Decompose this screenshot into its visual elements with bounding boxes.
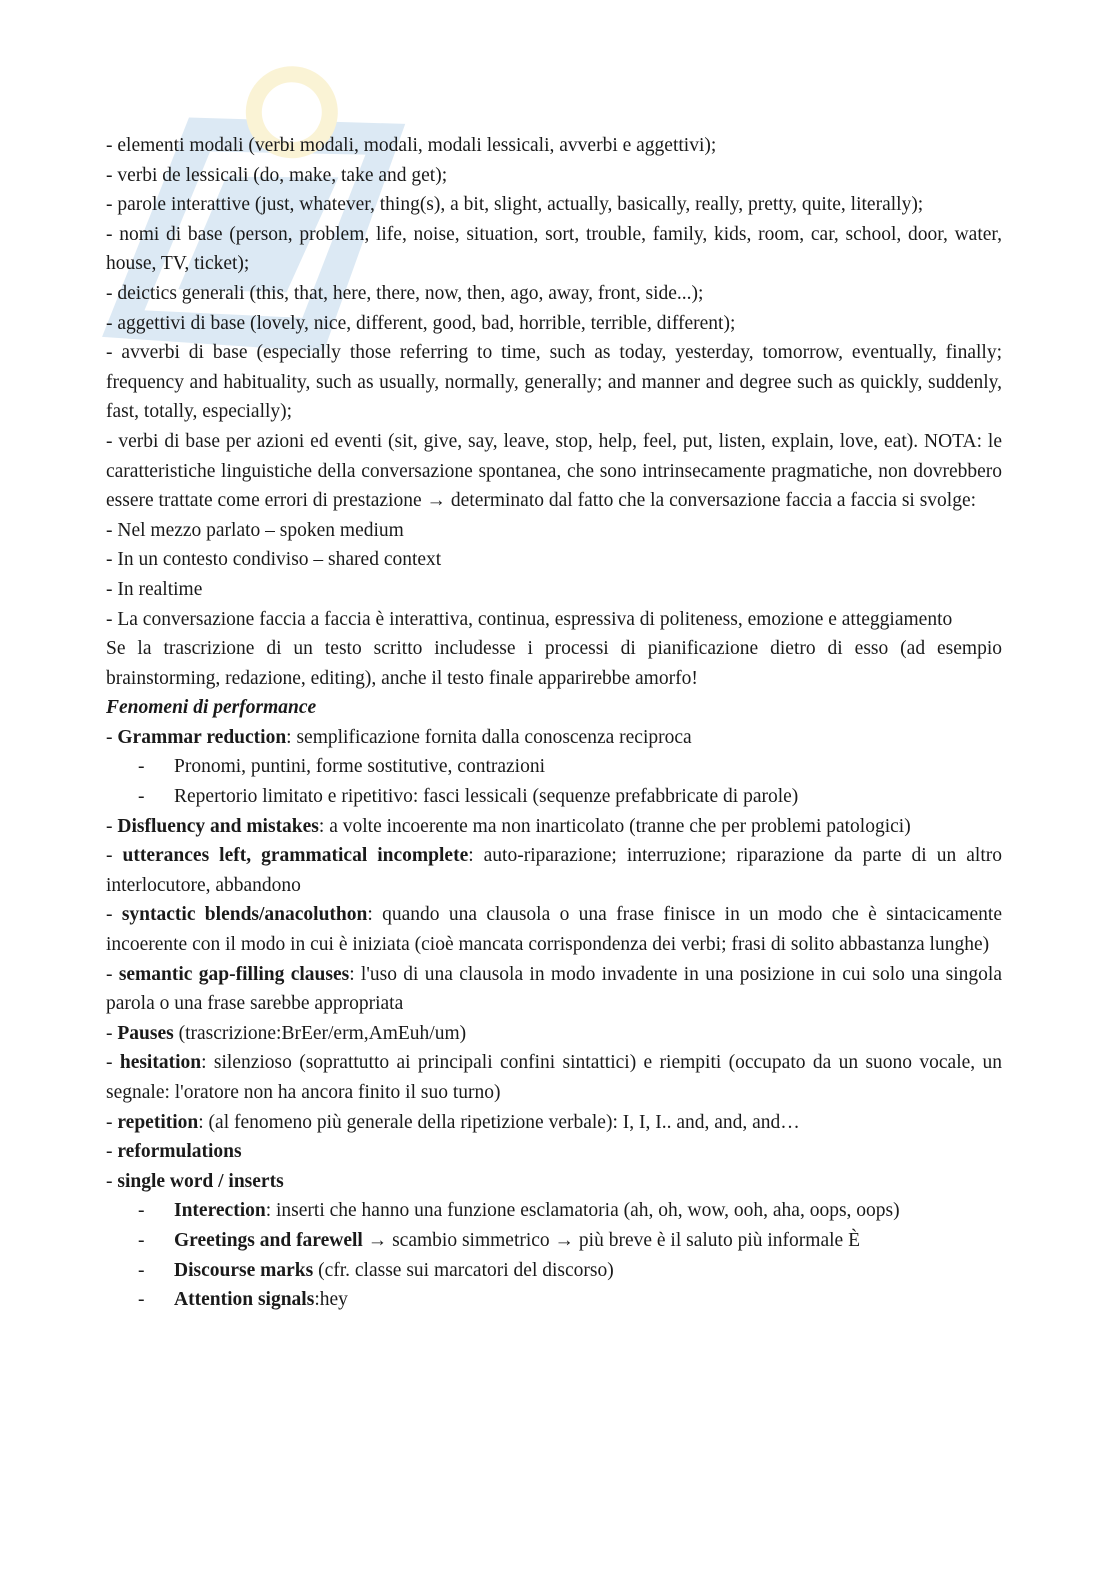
bullet-prefix: - (106, 845, 123, 867)
sub-item-text (174, 782, 1002, 812)
bullet-prefix: - (106, 904, 122, 926)
sub-list-item (106, 1226, 1002, 1256)
paragraph: - avverbi di base (especially those referring to time, such as today, yesterday, tomorrow, eventually, finally; frequency and habituality, such as usually, normally, generally; and manner and degree such as quickly, suddenly, fast, totally, especially); (106, 342, 1002, 423)
paragraph: Se la trascrizione di un testo scritto includesse i processi di pianificazione dietro di esso (ad esempio brainstorming, redazione, editing), anche il testo finale apparirebbe amorfo! (106, 638, 1002, 689)
paragraph (106, 1167, 1002, 1197)
term-description: : quando una clausola o una frase finisce in un modo che è sintacicamente incoerente con il modo in cui è iniziata (cioè mancata corrispondenza dei verbi; frasi di solito abbastanza lunghe) (106, 904, 1002, 956)
sub-list-item (106, 1285, 1002, 1315)
sub-item-text (174, 1226, 1002, 1256)
term: hesitation (119, 1052, 202, 1074)
bullet-prefix: - (106, 815, 118, 837)
sub-item-text (174, 1285, 1002, 1315)
dash-marker: - (138, 1229, 145, 1251)
term-description: : silenzioso (soprattutto ai principali confini sintattici) e riempiti (occupato da un suono vocale, un segnale: l'oratore non ha ancora finito il suo turno) (106, 1052, 1002, 1103)
bullet-prefix: - (106, 1170, 118, 1192)
paragraph: - Nel mezzo parlato – spoken medium (106, 519, 404, 541)
term-description: : semplificazione fornita dalla conoscenza reciproca (286, 726, 692, 748)
paragraph: - La conversazione faccia a faccia è interattiva, continua, espressiva di politeness, emozione e atteggiamento (106, 608, 953, 630)
sub-item-text (174, 1256, 1002, 1286)
term: single word / inserts (117, 1170, 284, 1192)
paragraph: - verbi de lessicali (do, make, take and get); (106, 164, 448, 186)
term: Interection (174, 1200, 266, 1222)
sub-item-text (174, 1196, 1002, 1226)
paragraph: - nomi di base (person, problem, life, noise, situation, sort, trouble, family, kids, room, car, school, door, water, house, TV, ticket); (106, 223, 1002, 275)
bullet-prefix: - (106, 1141, 118, 1163)
term: semantic gap-filling clauses (118, 963, 350, 985)
paragraph: - aggettivi di base (lovely, nice, different, good, bad, horrible, terrible, different); (106, 312, 736, 334)
bullet-prefix: - (106, 1022, 118, 1044)
paragraph: - In un contesto condiviso – shared context (106, 549, 442, 571)
paragraph: - elementi modali (verbi modali, modali, modali lessicali, avverbi e aggettivi); (106, 135, 717, 156)
paragraph (106, 1048, 1002, 1107)
section-heading: Fenomeni di performance (106, 697, 317, 719)
paragraph (106, 841, 1002, 900)
dash-marker: - (138, 786, 145, 808)
paragraph (106, 1108, 1002, 1138)
bullet-prefix: - (106, 1111, 118, 1133)
sub-list-item (106, 782, 1002, 812)
term-description: : (al fenomeno più generale della ripetizione verbale): I, I, I.. and, and, and… (198, 1111, 800, 1133)
term-description: : a volte incoerente ma non inarticolato (tranne che per problemi patologici) (318, 815, 911, 837)
term-description: : auto-riparazione; interruzione; riparazione da parte di un altro interlocutore, abbandono (106, 845, 1002, 896)
paragraph (106, 812, 1002, 842)
term-description: Repertorio limitato e ripetitivo: fasci lessicali (sequenze prefabbricate di parole) (174, 786, 799, 808)
term: Pauses (117, 1022, 174, 1044)
bullet-prefix: - (106, 726, 118, 748)
term: Greetings and farewell (174, 1229, 363, 1251)
sub-list-item (106, 1196, 1002, 1226)
term-description: → scambio simmetrico → più breve è il saluto più informale È (362, 1229, 860, 1251)
term: reformulations (117, 1141, 242, 1163)
sub-list-item (106, 1256, 1002, 1286)
term-description: :hey (314, 1289, 348, 1311)
term: Attention signals (174, 1289, 315, 1311)
dash-marker: - (138, 1289, 145, 1311)
paragraph: - In realtime (106, 578, 203, 600)
term: Disfluency and mistakes (117, 815, 319, 837)
paragraph: - deictics generali (this, that, here, there, now, then, ago, away, front, side...); (106, 282, 704, 304)
term-description: Pronomi, puntini, forme sostitutive, contrazioni (174, 756, 545, 778)
dash-marker: - (138, 1200, 145, 1222)
document-body (106, 131, 1002, 1315)
dash-marker: - (138, 1259, 145, 1281)
paragraph: - parole interattive (just, whatever, thing(s), a bit, slight, actually, basically, really, pretty, quite, literally); (106, 194, 924, 216)
dash-marker: - (138, 756, 145, 778)
sub-item-text (174, 752, 1002, 782)
term: Grammar reduction (117, 726, 287, 748)
term: Discourse marks (174, 1259, 314, 1281)
paragraph (106, 1137, 1002, 1167)
term: repetition (117, 1111, 199, 1133)
bullet-prefix: - (106, 963, 119, 985)
bullet-prefix: - (106, 1052, 120, 1074)
paragraph (106, 723, 1002, 753)
sub-list-item (106, 752, 1002, 782)
paragraph (106, 900, 1002, 959)
term: syntactic blends/anacoluthon (121, 904, 368, 926)
term-description: (cfr. classe sui marcatori del discorso) (313, 1259, 614, 1281)
paragraph (106, 1019, 1002, 1049)
term-description: (trascrizione:BrEer/erm,AmEuh/um) (173, 1022, 467, 1044)
term: utterances left, grammatical incomplete (122, 845, 469, 867)
term-description: : l'uso di una clausola in modo invadente in una posizione in cui solo una singola parola o una frase sarebbe appropriata (106, 963, 1003, 1015)
term-description: : inserti che hanno una funzione esclamatoria (ah, oh, wow, ooh, aha, oops, oops) (265, 1200, 900, 1222)
paragraph (106, 960, 1002, 1019)
paragraph: - verbi di base per azioni ed eventi (sit, give, say, leave, stop, help, feel, put, listen, explain, love, eat). NOTA: le caratteristiche linguistiche della conversazione spontanea, che sono intrinsecamente pragmatiche, non dovrebbero essere trattate come errori di prestazione → determinato dal fatto che la conversazione faccia a faccia si svolge: (106, 430, 1002, 512)
